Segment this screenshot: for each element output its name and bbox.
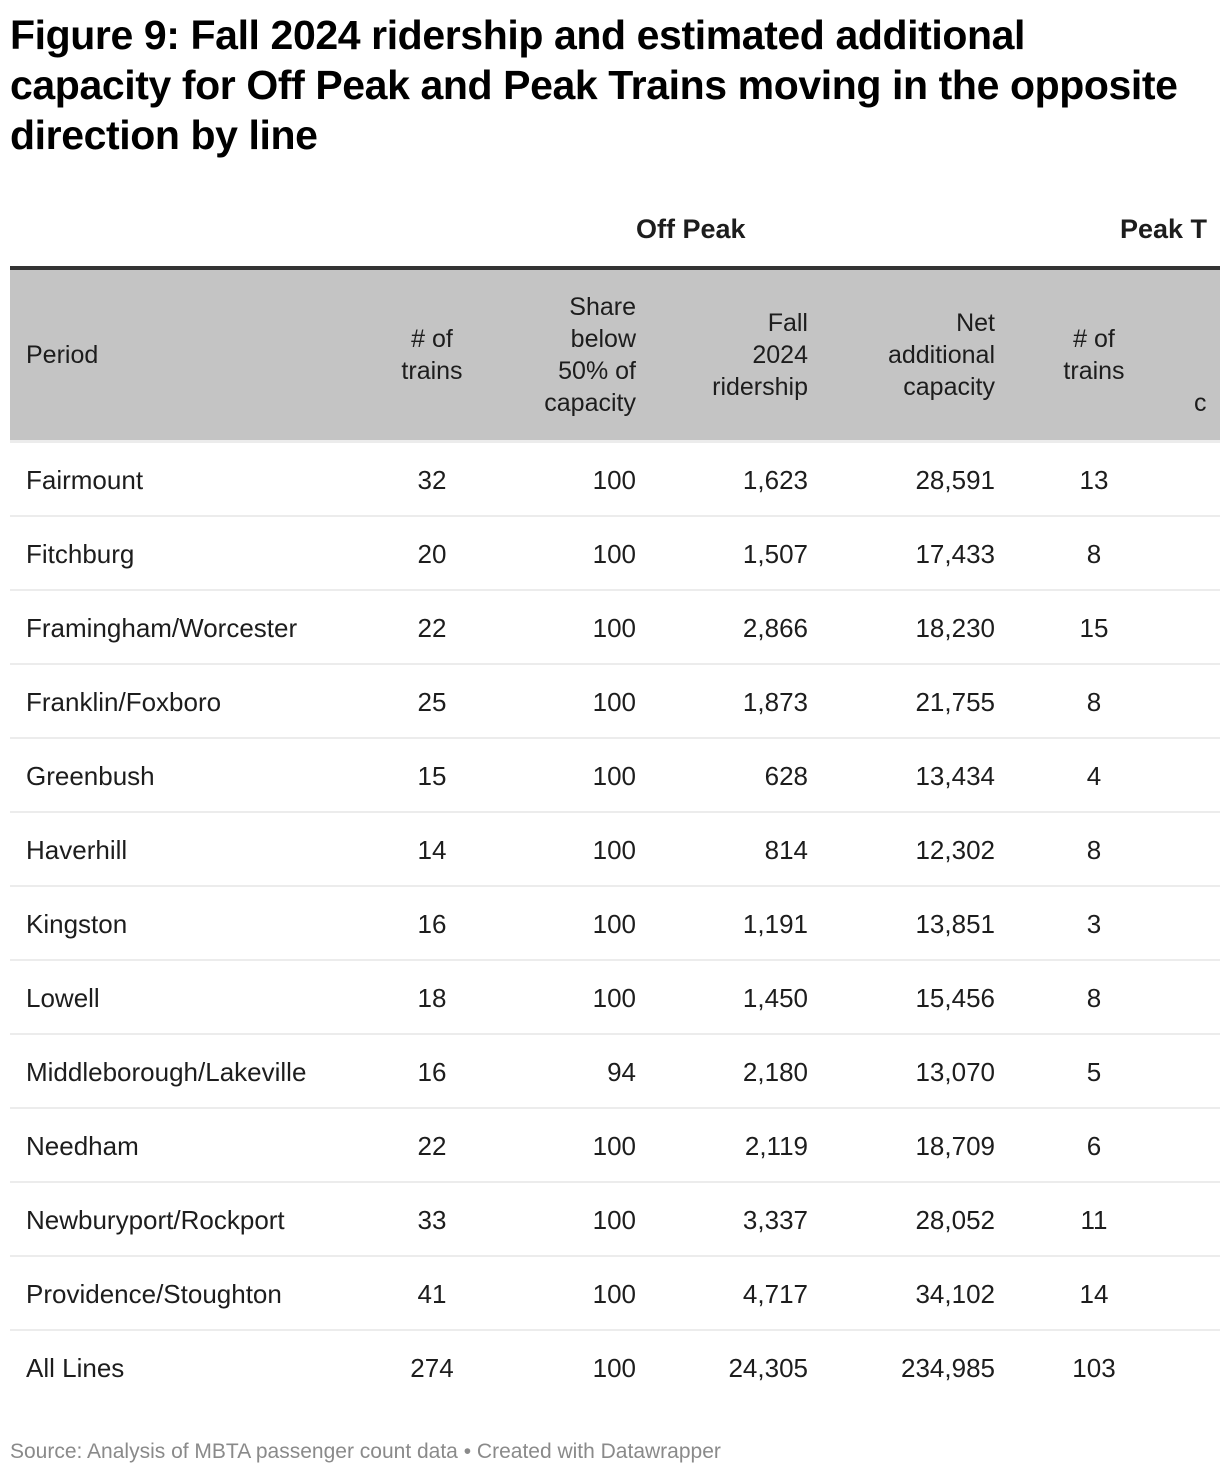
table-row [10,1183,1220,1257]
cell-off-peak-trains: 16 [417,1057,447,1087]
cell-ridership: 2,866 [742,613,808,643]
cell-share-below-50: 100 [592,1131,636,1161]
header-line: trains [1063,357,1125,385]
cell-peak-trains: 15 [1079,613,1109,643]
cell-ridership: 1,191 [742,909,808,939]
cell-off-peak-trains: 16 [417,909,447,939]
cell-period: All Lines [26,1353,125,1383]
cell-period: Lowell [26,983,100,1013]
header-line: 2024 [752,341,808,369]
table-body [10,443,1220,1403]
header-net-additional-capacity[interactable] [888,307,995,403]
cell-period: Providence/Stoughton [26,1279,282,1309]
header-line: Share [569,293,636,321]
figure-title: Figure 9: Fall 2024 ridership and estimated additional capacity for Off Peak and Peak Trains moving in the opposite direction by line [10,12,1178,158]
cell-net-additional-capacity: 34,102 [915,1279,995,1309]
cell-ridership: 2,119 [744,1131,808,1161]
cell-off-peak-trains: 14 [417,835,447,865]
cell-share-below-50: 94 [607,1057,636,1087]
header-line: # of [1073,325,1115,353]
separator-dot: • [463,1440,472,1463]
cell-ridership: 2,180 [742,1057,808,1087]
header-period[interactable] [26,339,98,371]
cell-net-additional-capacity: 12,302 [915,835,995,865]
cell-share-below-50: 100 [592,539,636,569]
cell-off-peak-trains: 33 [417,1205,447,1235]
cell-ridership: 1,450 [742,983,808,1013]
table-row [10,739,1220,813]
datawrapper-credit[interactable]: Created with Datawrapper [476,1440,721,1463]
table-header [10,270,1220,443]
data-table [10,200,1220,1403]
cell-off-peak-trains: 22 [417,1131,447,1161]
cell-period: Fairmount [26,465,144,495]
cell-share-below-50: 100 [592,687,636,717]
table-row [10,887,1220,961]
cell-peak-trains: 103 [1072,1353,1116,1383]
header-line: Fall [767,309,808,337]
cell-off-peak-trains: 18 [417,983,447,1013]
column-group-row [10,200,1220,270]
cell-share-below-50: 100 [592,465,636,495]
cell-off-peak-trains: 32 [417,465,447,495]
header-line: trains [401,357,463,385]
cell-ridership: 24,305 [728,1353,808,1383]
cell-share-below-50: 100 [592,835,636,865]
table-row [10,591,1220,665]
header-peak-trains[interactable] [1048,323,1140,387]
cell-peak-trains: 5 [1086,1057,1102,1087]
cell-net-additional-capacity: 234,985 [901,1353,995,1383]
cell-peak-trains: 11 [1080,1205,1108,1235]
header-off-peak-trains[interactable] [386,323,478,387]
cell-share-below-50: 100 [592,1205,636,1235]
cell-share-below-50: 100 [592,1353,636,1383]
header-peak-clipped[interactable] [1194,387,1207,419]
cell-off-peak-trains: 25 [417,687,447,717]
cell-period: Needham [26,1131,139,1161]
header-line: Net [956,309,995,337]
cell-peak-trains: 14 [1079,1279,1109,1309]
header-line: ridership [712,373,808,401]
cell-ridership: 628 [764,761,808,791]
cell-net-additional-capacity: 18,230 [915,613,995,643]
cell-peak-trains: 4 [1086,761,1102,791]
header-line: c [1194,389,1207,417]
cell-net-additional-capacity: 28,052 [915,1205,995,1235]
cell-period: Haverhill [26,835,128,865]
table-row [10,1257,1220,1331]
header-share-below-50[interactable] [544,291,636,419]
column-group-peak: Peak T [1120,214,1208,244]
cell-share-below-50: 100 [592,613,636,643]
table-row [10,443,1220,517]
cell-net-additional-capacity: 28,591 [915,465,995,495]
cell-ridership: 4,717 [742,1279,808,1309]
table-row [10,961,1220,1035]
cell-net-additional-capacity: 18,709 [915,1131,995,1161]
cell-net-additional-capacity: 13,434 [915,761,995,791]
header-line: # of [411,325,453,353]
cell-ridership: 3,337 [742,1205,808,1235]
table-row [10,813,1220,887]
cell-peak-trains: 8 [1086,983,1102,1013]
cell-period: Greenbush [26,761,155,791]
header-line: below [570,325,636,353]
cell-share-below-50: 100 [592,983,636,1013]
cell-ridership: 814 [764,835,808,865]
table-row [10,1035,1220,1109]
column-group-off-peak: Off Peak [636,214,746,244]
cell-peak-trains: 3 [1086,909,1102,939]
cell-net-additional-capacity: 17,433 [915,539,995,569]
cell-peak-trains: 13 [1079,465,1109,495]
cell-period: Middleborough/Lakeville [26,1057,307,1087]
header-line: 50% of [558,357,636,385]
cell-off-peak-trains: 274 [410,1353,454,1383]
cell-share-below-50: 100 [592,909,636,939]
header-line: capacity [544,389,636,417]
table-row [10,517,1220,591]
cell-peak-trains: 6 [1086,1131,1102,1161]
cell-period: Newburyport/Rockport [26,1205,285,1235]
source-footer [10,1440,721,1464]
table-row [10,1331,1220,1403]
cell-period: Kingston [26,909,128,939]
cell-net-additional-capacity: 13,851 [915,909,995,939]
header-line: Period [26,341,99,369]
table-row [10,665,1220,739]
header-line: capacity [903,373,995,401]
cell-ridership: 1,507 [742,539,808,569]
cell-net-additional-capacity: 13,070 [915,1057,995,1087]
header-line: additional [887,341,995,369]
cell-share-below-50: 100 [592,761,636,791]
cell-peak-trains: 8 [1086,539,1102,569]
cell-net-additional-capacity: 15,456 [915,983,995,1013]
cell-peak-trains: 8 [1086,687,1102,717]
cell-ridership: 1,873 [742,687,808,717]
source-text: Source: Analysis of MBTA passenger count data [10,1440,458,1463]
cell-period: Fitchburg [26,539,135,569]
table-row [10,1109,1220,1183]
cell-share-below-50: 100 [592,1279,636,1309]
cell-off-peak-trains: 15 [417,761,447,791]
cell-period: Franklin/Foxboro [26,687,222,717]
cell-off-peak-trains: 41 [417,1279,447,1309]
cell-off-peak-trains: 20 [417,539,447,569]
cell-period: Framingham/Worcester [26,613,298,643]
cell-peak-trains: 8 [1086,835,1102,865]
cell-net-additional-capacity: 21,755 [915,687,995,717]
cell-off-peak-trains: 22 [417,613,447,643]
header-fall-2024-ridership[interactable] [712,307,808,403]
cell-ridership: 1,623 [742,465,808,495]
